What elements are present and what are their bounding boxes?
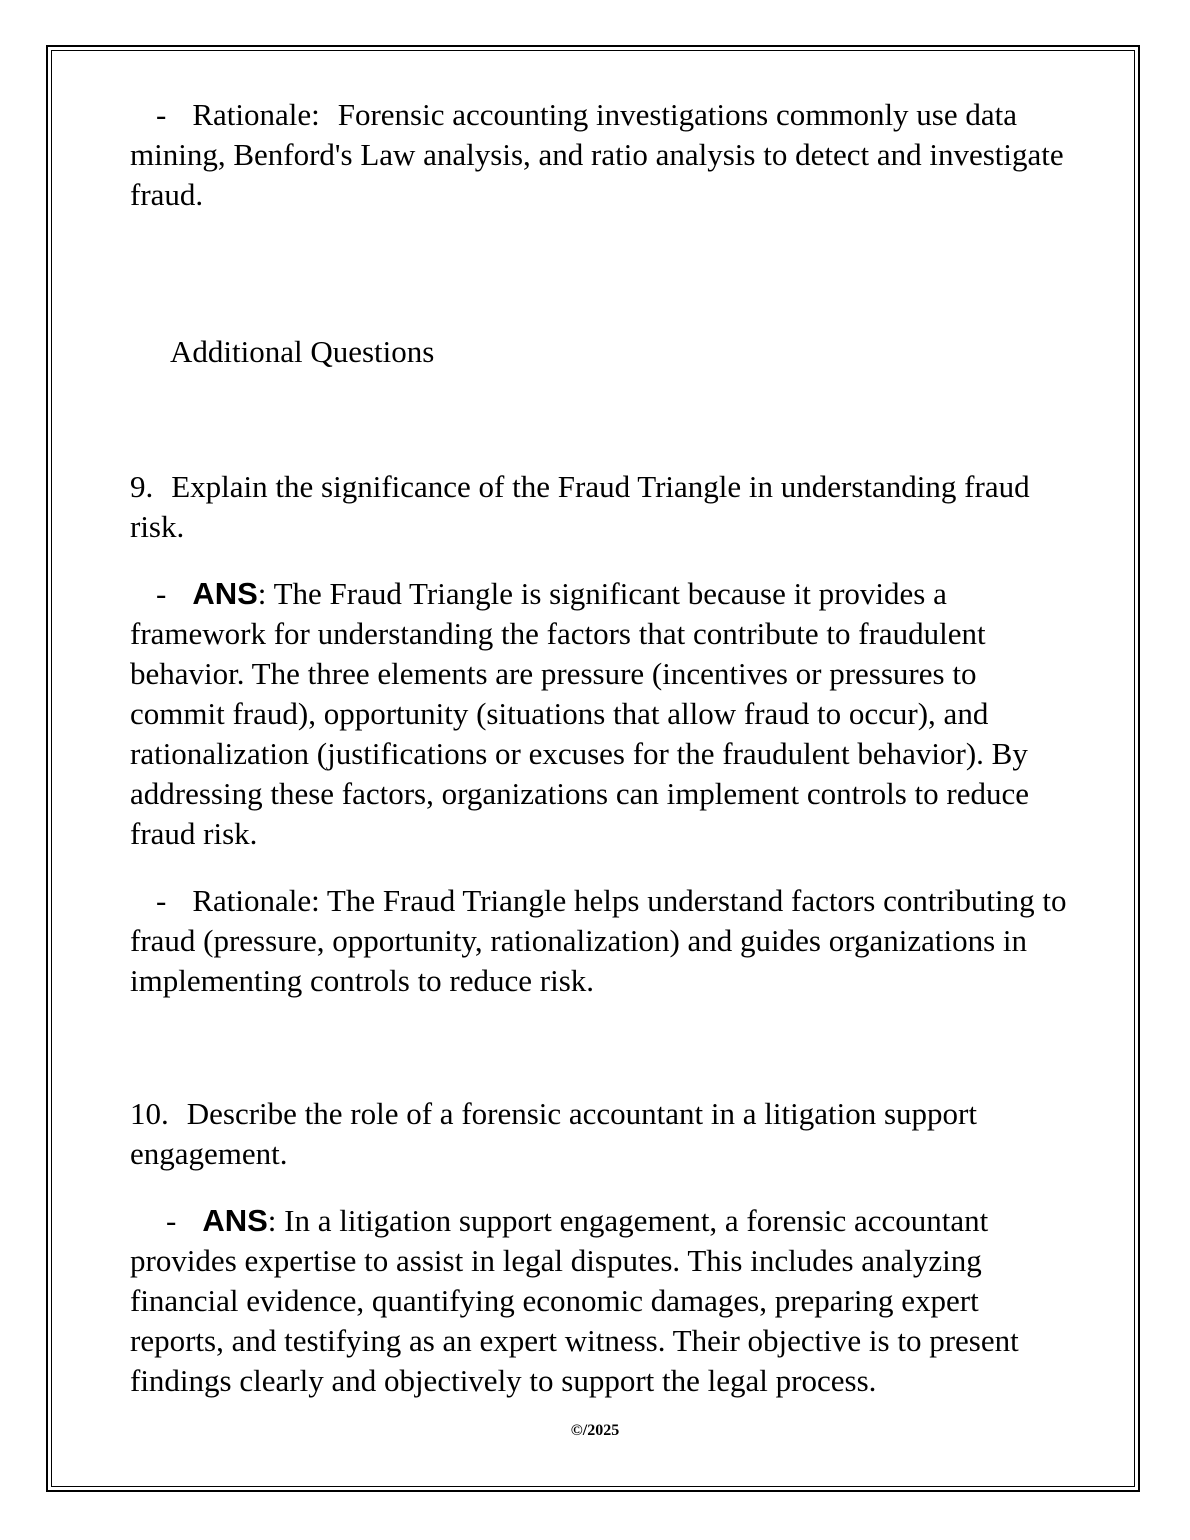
- answer-label: ANS: [202, 1203, 268, 1238]
- question-10: [130, 1094, 1070, 1174]
- rationale-dash: -: [156, 883, 167, 918]
- rationale-paragraph-8: [130, 95, 1070, 215]
- answer-dash: -: [156, 576, 167, 611]
- rationale-text: Forensic accounting investigations commonly use data mining, Benford's Law analysis, and ratio analysis to detect and investigate fraud.: [130, 97, 1064, 212]
- question-text: Explain the significance of the Fraud Triangle in understanding fraud risk.: [130, 469, 1030, 544]
- rationale-text: Rationale: The Fraud Triangle helps understand factors contributing to fraud (pressure, opportunity, rationalization) and guides organizations in implementing controls to reduce risk.: [130, 883, 1067, 998]
- rationale-dash: -: [156, 97, 167, 132]
- question-text: Describe the role of a forensic accountant in a litigation support engagement.: [130, 1096, 977, 1171]
- page-footer: ©/2025: [570, 1422, 620, 1439]
- rationale-label: Rationale:: [192, 97, 320, 132]
- answer-9: [130, 574, 1070, 854]
- section-heading: Additional Questions: [170, 334, 435, 369]
- answer-dash: -: [166, 1203, 177, 1238]
- page-content: [130, 95, 1070, 1401]
- rationale-paragraph-9: [130, 881, 1070, 1001]
- answer-text: : In a litigation support engagement, a forensic accountant provides expertise to assist in legal disputes. This includes analyzing financial evidence, quantifying economic damages, preparing expert reports, and testifying as an expert witness. Their objective is to present findings clearly and objectively to support the legal process.: [130, 1203, 1019, 1398]
- question-number: 9.: [130, 469, 154, 504]
- question-9: [130, 467, 1070, 547]
- answer-text: : The Fraud Triangle is significant because it provides a framework for understanding the factors that contribute to fraudulent behavior. The three elements are pressure (incentives or pressures to commit fraud), opportunity (situations that allow fraud to occur), and rationalization (justifications or excuses for the fraudulent behavior). By addressing these factors, organizations can implement controls to reduce fraud risk.: [130, 576, 1029, 851]
- answer-10: [130, 1201, 1070, 1401]
- question-number: 10.: [130, 1096, 169, 1131]
- answer-label: ANS: [192, 576, 258, 611]
